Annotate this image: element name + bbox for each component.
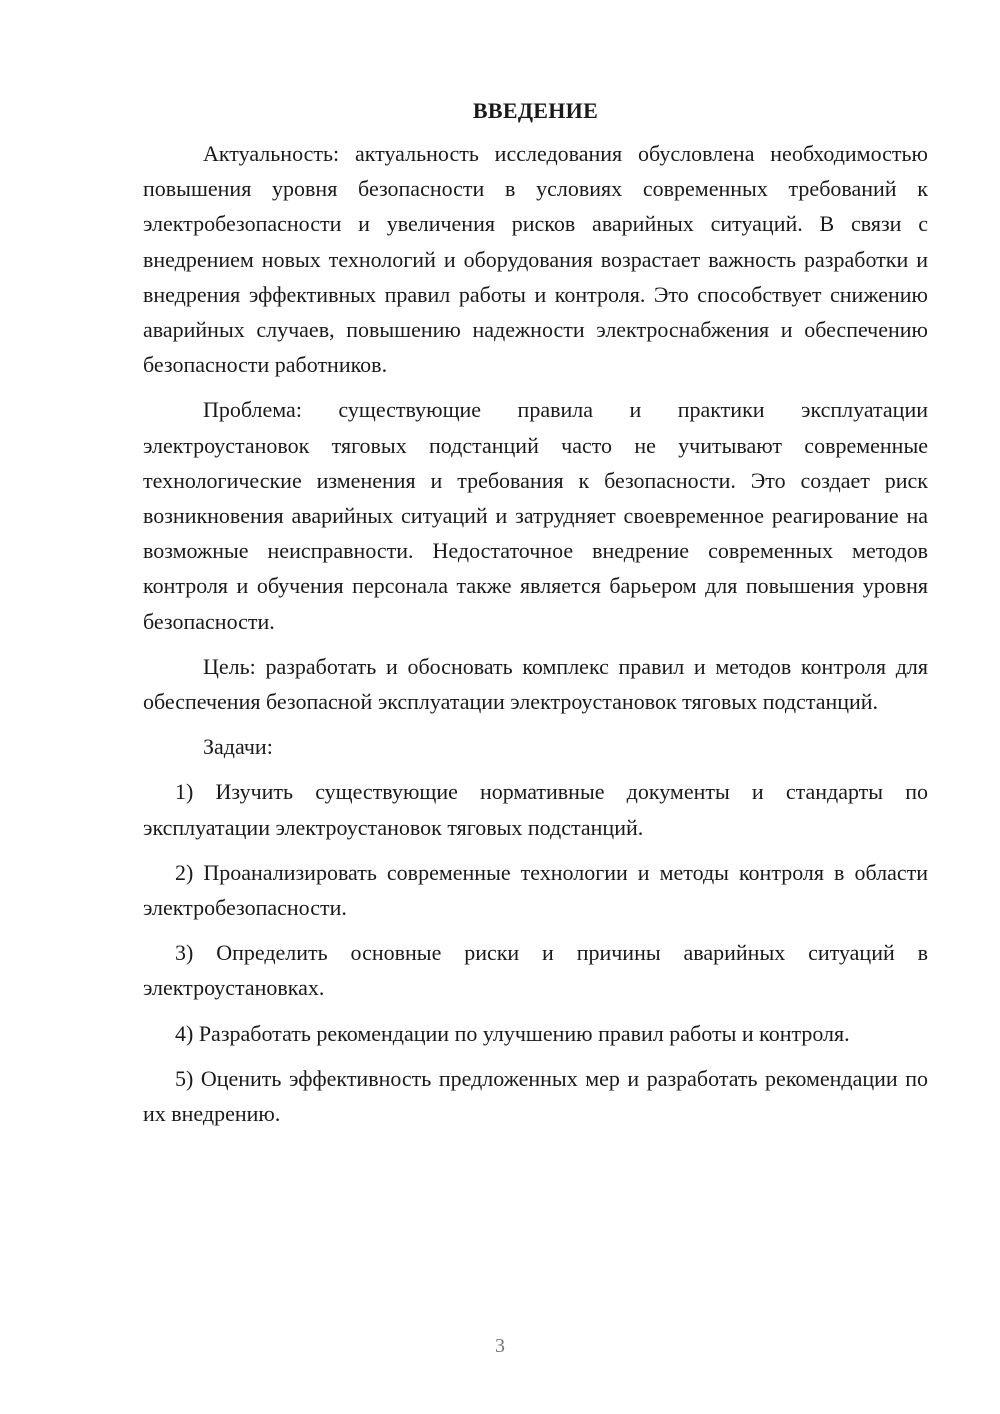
task-item: 4) Разработать рекомендации по улучшению правил работы и контроля. <box>175 1020 850 1046</box>
relevance-paragraph: Актуальность: актуальность исследования обусловлена необходимостью повышения уровня безопасности в условиях современных требований к электробезопасности и увеличения рисков аварийных ситуаций. В связи с внедрением новых технологий и оборудования возрастает важность разработки и внедрения эффективных правил работы и контроля. Это способствует снижению аварийных случаев, повышению надежности электроснабжения и обеспечению безопасности работников. <box>143 141 928 378</box>
problem-paragraph: Проблема: существующие правила и практики эксплуатации электроустановок тяговых подстанций часто не учитывают современные технологические изменения и требования к безопасности. Это создает риск возникновения аварийных ситуаций и затрудняет своевременное реагирование на возможные неисправности. Недостаточное внедрение современных методов контроля и обучения персонала также является барьером для повышения уровня безопасности. <box>143 397 928 634</box>
page-number: 3 <box>495 1335 505 1357</box>
goal-paragraph: Цель: разработать и обосновать комплекс правил и методов контроля для обеспечения безопасной эксплуатации электроустановок тяговых подстанций. <box>143 653 928 715</box>
tasks-label: Задачи: <box>203 734 273 760</box>
task-item: 1) Изучить существующие нормативные документы и стандарты по эксплуатации электроустановок тяговых подстанций. <box>143 779 928 840</box>
document-page <box>143 96 928 1141</box>
task-item: 2) Проанализировать современные технологии и методы контроля в области электробезопасности. <box>143 859 928 921</box>
task-item: 5) Оценить эффективность предложенных мер и разработать рекомендации по их внедрению. <box>143 1065 928 1127</box>
tasks-list <box>143 774 928 1131</box>
task-item: 3) Определить основные риски и причины аварийных ситуаций в электроустановках. <box>143 940 928 1001</box>
section-heading: ВВЕДЕНИЕ <box>472 98 599 123</box>
